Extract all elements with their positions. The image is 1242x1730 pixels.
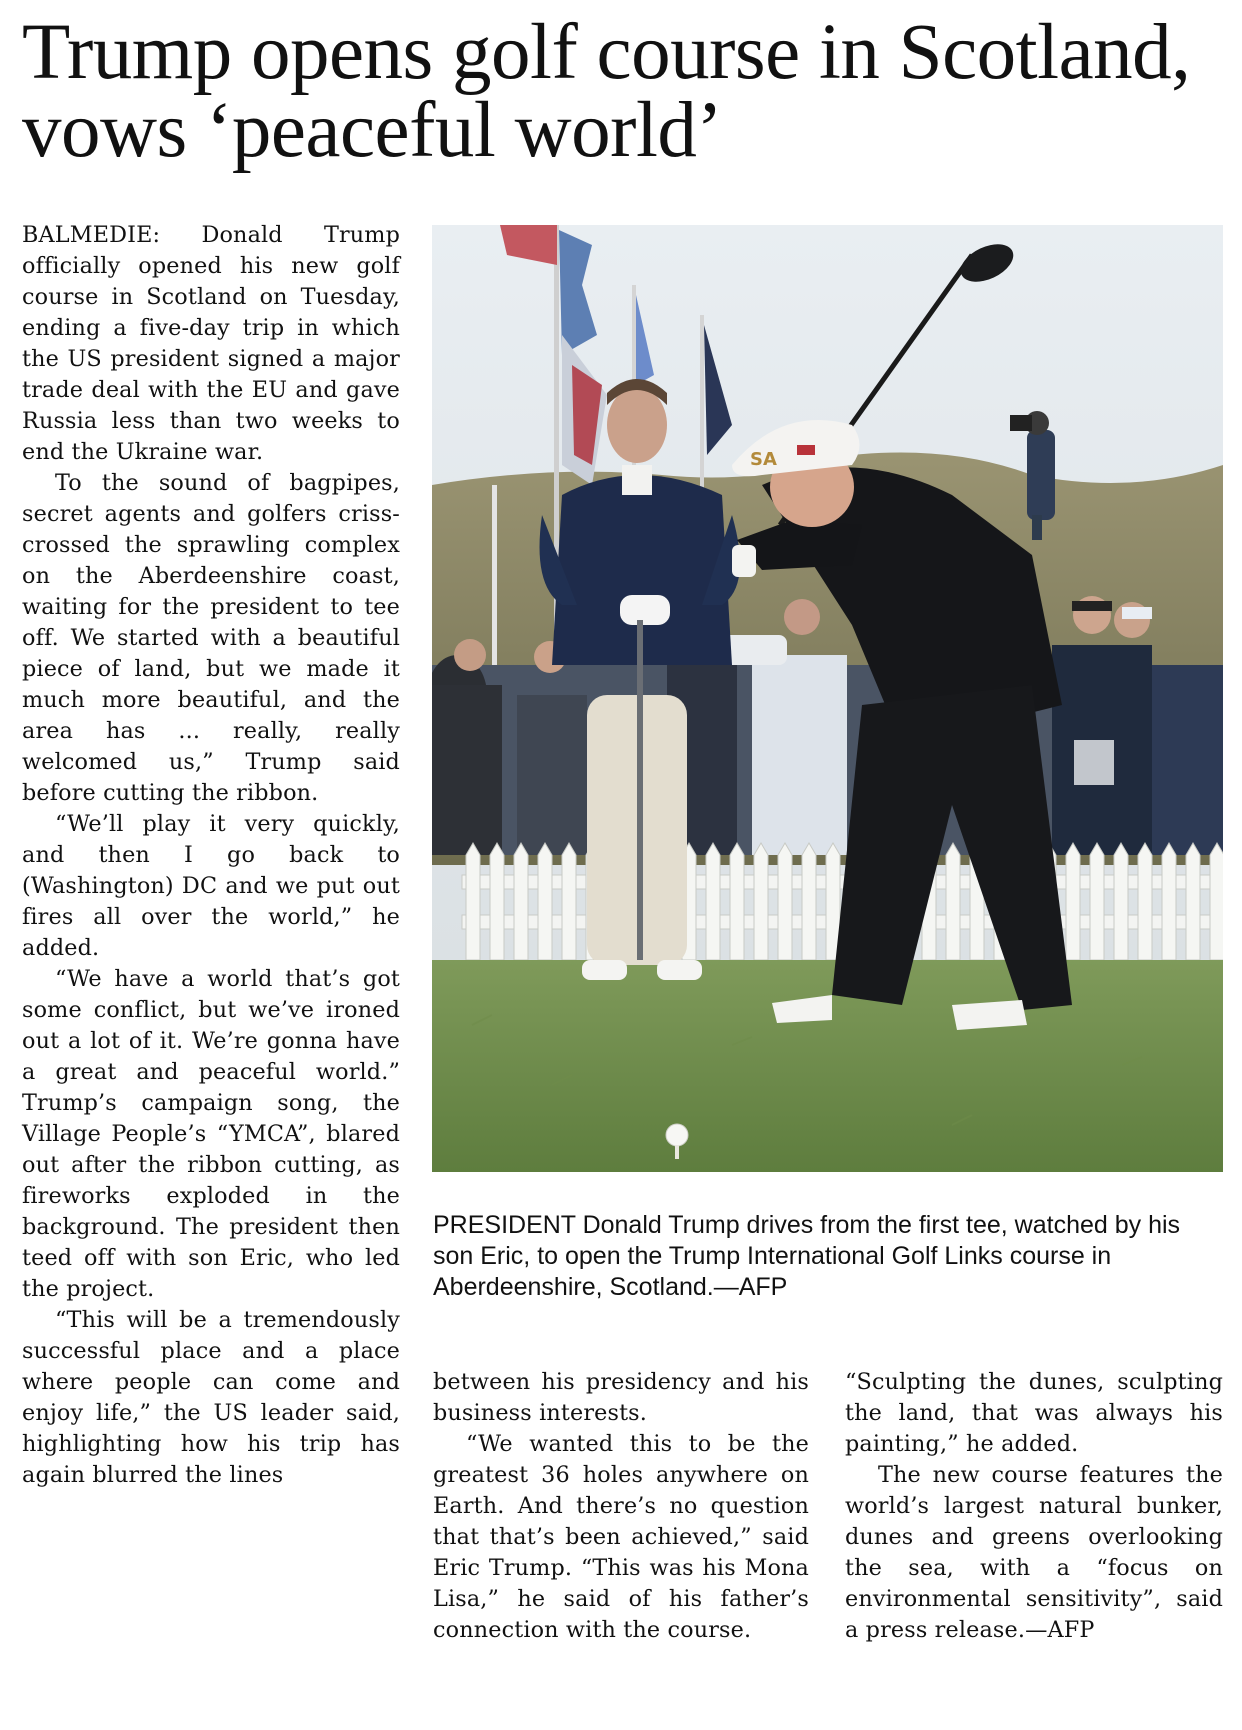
fence-picket xyxy=(1114,843,1128,960)
fence-picket xyxy=(466,843,480,960)
fence-picket xyxy=(1090,843,1104,960)
fence-picket xyxy=(946,843,960,960)
fence-picket xyxy=(754,843,768,960)
fence-picket xyxy=(1138,843,1152,960)
paragraph: “This will be a tremendously successful place and a place where people can come and enjoy life,” the US leader said, highlighting how his trip has again blurred the lines xyxy=(22,1307,400,1488)
paragraph: The new course features the world’s largest natural bunker, dunes and greens overlooking the sea, with a “focus on environmental sensitivity”, said a press release.—AFP xyxy=(845,1462,1223,1643)
fence-picket xyxy=(1210,843,1223,960)
article-column-3 xyxy=(845,1367,1223,1646)
paragraph: between his presidency and his business interests. xyxy=(433,1369,809,1426)
news-photo xyxy=(432,225,1223,1172)
paragraph: “We have a world that’s got some conflict, but we’ve ironed out a lot of it. We’re gonna have a great and peaceful world.” Trump’s campaign song, the Village People’s “YMCA”, blared out after the ribbon cutting, as fireworks exploded in the background. The president then teed off with son Eric, who led the project. xyxy=(22,966,400,1302)
paragraph: “Sculpting the dunes, sculpting the land, that was always his painting,” he added. xyxy=(845,1369,1223,1457)
fence-picket xyxy=(730,843,744,960)
photo-caption: PRESIDENT Donald Trump drives from the first tee, watched by his son Eric, to open the Trump International Golf Links course in Aberdeenshire, Scotland.—AFP xyxy=(433,1211,1181,1301)
article-column-1 xyxy=(22,220,400,1491)
paragraph: BALMEDIE: Donald Trump officially opened his new golf course in Scotland on Tuesday, ending a five-day trip in which the US president signed a major trade deal with the EU and gave Russia less than two weeks to end the Ukraine war. xyxy=(22,222,400,465)
cap-text: SA xyxy=(750,449,777,470)
fence-picket xyxy=(514,843,528,960)
paragraph: “We’ll play it very quickly, and then I go back to (Washington) DC and we put out fires all over the world,” he added. xyxy=(22,811,400,961)
fence-picket xyxy=(1162,843,1176,960)
headline: Trump opens golf course in Scotland, vows ‘peaceful world’ xyxy=(22,9,1191,174)
fence-picket xyxy=(706,843,720,960)
article-column-2 xyxy=(433,1367,809,1646)
fence-picket xyxy=(802,843,816,960)
paragraph: To the sound of bagpipes, secret agents and golfers criss-crossed the sprawling complex on the Aberdeenshire coast, waiting for the president to tee off. We started with a beautiful piece of land, but we made it much more beautiful, and the area has ... really, really welcomed us,” Trump said before cutting the ribbon. xyxy=(22,470,400,806)
fence-picket xyxy=(778,843,792,960)
paragraph: “We wanted this to be the greatest 36 holes anywhere on Earth. And there’s no question that that’s been achieved,” said Eric Trump. “This was his Mona Lisa,” he said of his father’s connection with the course. xyxy=(433,1431,809,1643)
fence-picket xyxy=(490,843,504,960)
fence-picket xyxy=(538,843,552,960)
fence-picket xyxy=(1186,843,1200,960)
fence-picket xyxy=(1066,843,1080,960)
fence-picket xyxy=(562,843,576,960)
